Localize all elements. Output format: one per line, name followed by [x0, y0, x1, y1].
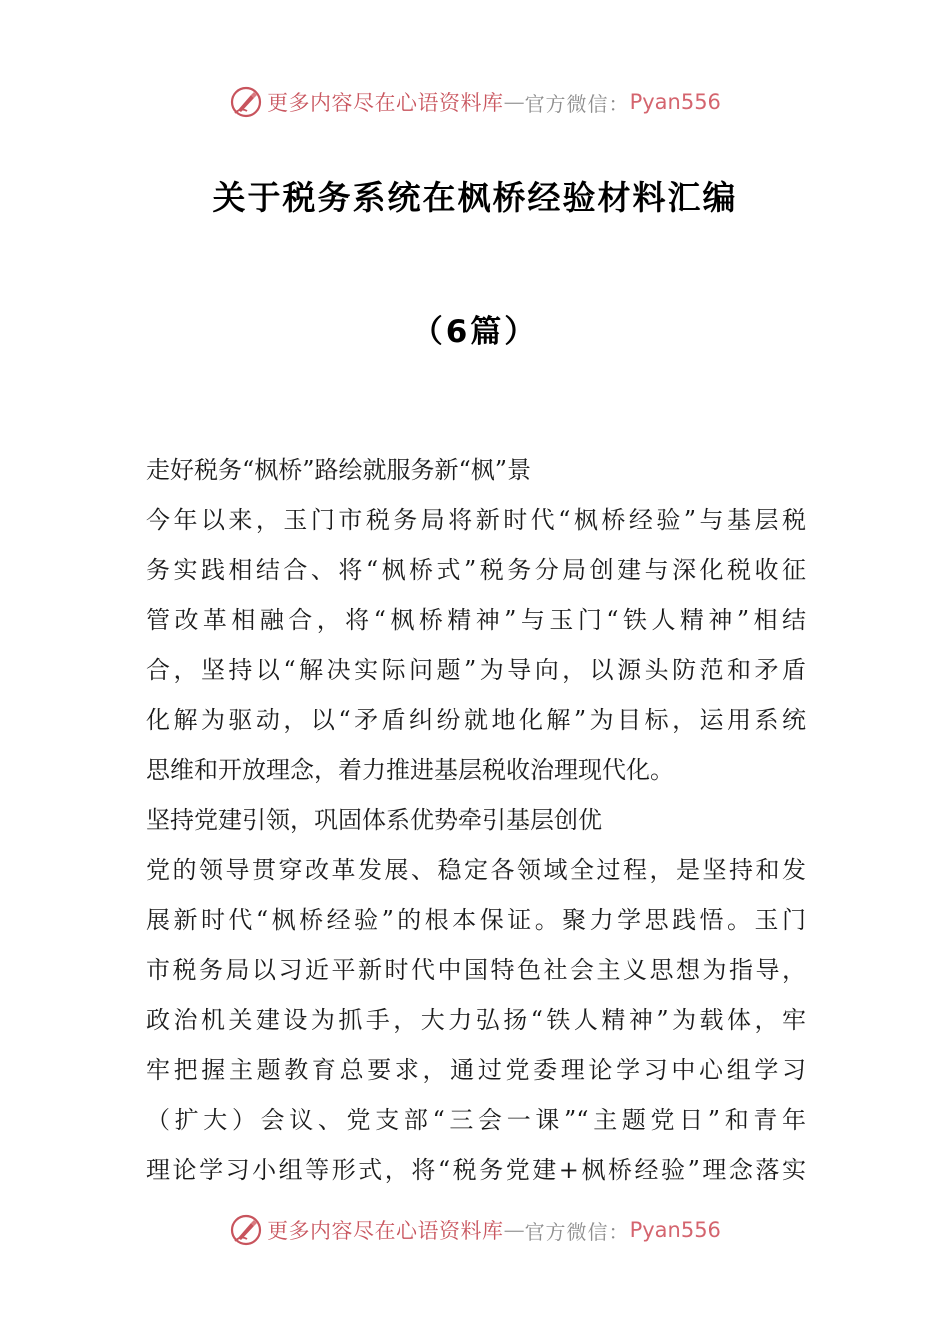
banner-text: 更多内容尽在心语资料库 [267, 91, 504, 115]
body-line: 化解为驱动，以“矛盾纠纷就地化解”为目标，运用系统 [146, 706, 806, 734]
body-line: （扩大）会议、党支部“三会一课”“主题党日”和青年 [146, 1106, 806, 1134]
banner-wechat-label: 官方微信： [524, 91, 630, 116]
banner-separator: — [503, 90, 525, 114]
body-line: 合，坚持以“解决实际问题”为导向，以源头防范和矛盾 [146, 656, 806, 684]
footer-banner [0, 1208, 950, 1252]
body-line: 展新时代“枫桥经验”的根本保证。聚力学思践悟。玉门 [146, 906, 806, 934]
body-line: 牢把握主题教育总要求，通过党委理论学习中心组学习 [146, 1056, 806, 1084]
banner-wechat-id: Pyan556 [629, 90, 721, 114]
body-line: 务实践相结合、将“枫桥式”税务分局创建与深化税收征 [146, 556, 806, 584]
body-line: 今年以来，玉门市税务局将新时代“枫桥经验”与基层税 [146, 506, 806, 534]
document-title: 关于税务系统在枫桥经验材料汇编 [212, 178, 738, 217]
header-banner [0, 80, 950, 124]
banner-text: 更多内容尽在心语资料库 [267, 1219, 504, 1243]
banner-separator: — [503, 1218, 525, 1242]
body-line: 党的领导贯穿改革发展、稳定各领域全过程，是坚持和发 [146, 856, 806, 884]
body-line: 理论学习小组等形式，将“税务党建+枫桥经验”理念落实 [146, 1156, 806, 1184]
body-line: 市税务局以习近平新时代中国特色社会主义思想为指导， [146, 956, 806, 984]
pen-logo-icon [229, 1213, 263, 1247]
banner-wechat-id: Pyan556 [629, 1218, 721, 1242]
banner-wechat-label: 官方微信： [524, 1219, 630, 1244]
document-body [146, 448, 806, 1198]
document-subtitle: （6篇） [411, 314, 539, 350]
section-heading: 坚持党建引领，巩固体系优势牵引基层创优 [146, 806, 602, 834]
body-line: 思维和开放理念，着力推进基层税收治理现代化。 [146, 756, 674, 784]
body-line: 政治机关建设为抓手，大力弘扬“铁人精神”为载体，牢 [146, 1006, 806, 1034]
body-line: 管改革相融合，将“枫桥精神”与玉门“铁人精神”相结 [146, 606, 806, 634]
section-heading: 走好税务“枫桥”路绘就服务新“枫”景 [146, 456, 532, 484]
pen-logo-icon [229, 85, 263, 119]
